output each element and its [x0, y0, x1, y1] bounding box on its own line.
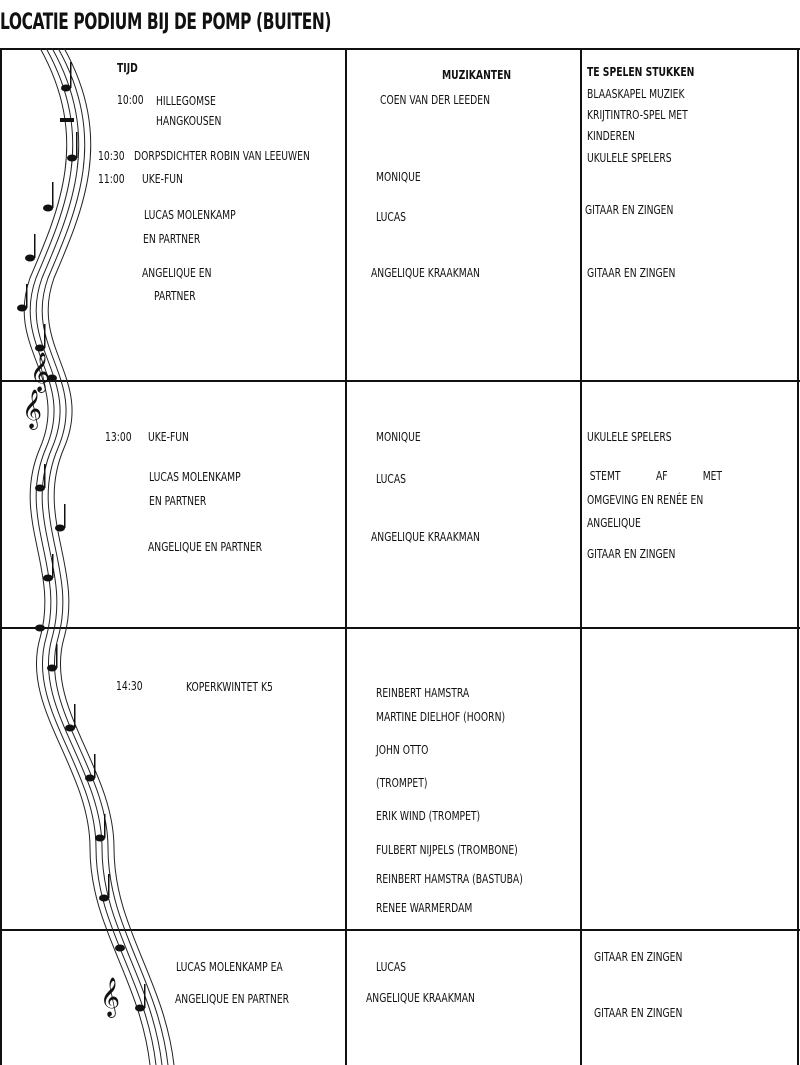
- musician-angelique-2: ANGELIQUE KRAAKMAN: [371, 529, 480, 544]
- musician-list-item: FULBERT NIJPELS (TROMBONE): [376, 842, 518, 857]
- header-muzikanten: MUZIKANTEN: [442, 67, 512, 82]
- musician-list-item: ERIK WIND (TROMPET): [376, 808, 481, 823]
- piece-gitaar-4: GITAAR EN ZINGEN: [594, 949, 683, 964]
- page-title: LOCATIE PODIUM BIJ DE POMP (BUITEN): [0, 10, 332, 35]
- svg-text:𝄞: 𝄞: [100, 977, 121, 1017]
- act-angelique: ANGELIQUE EN: [142, 265, 212, 280]
- piece-angelique: ANGELIQUE: [587, 515, 641, 530]
- act-angelique-2: ANGELIQUE EN PARTNER: [148, 539, 263, 554]
- piece-stemt: [587, 470, 724, 483]
- music-staff-illustration: [0, 48, 200, 1065]
- musician-list-item: RENEE WARMERDAM: [376, 900, 473, 915]
- column-divider-2: [580, 48, 582, 1065]
- piece-gitaar-2: GITAAR EN ZINGEN: [587, 265, 676, 280]
- piece-ukulele-2: UKULELE SPELERS: [587, 429, 672, 444]
- table-border-right: [797, 48, 799, 1065]
- musician-lucas-2: LUCAS: [376, 471, 406, 486]
- act-lucas-ea: LUCAS MOLENKAMP EA: [176, 959, 283, 974]
- act-angelique-partner: PARTNER: [154, 288, 196, 303]
- piece-stemt-word-2: AF: [656, 469, 668, 483]
- time-1300: 13:00: [105, 429, 132, 444]
- time-1100: 11:00: [98, 171, 125, 186]
- musician-list-item: REINBERT HAMSTRA (BASTUBA): [376, 871, 523, 886]
- act-angelique-3: ANGELIQUE EN PARTNER: [175, 991, 290, 1006]
- musician-coen: COEN VAN DER LEEDEN: [380, 92, 491, 107]
- act-koperkwintet: KOPERKWINTET K5: [186, 679, 273, 694]
- musician-list-item: JOHN OTTO: [376, 742, 429, 757]
- act-lucas-2: LUCAS MOLENKAMP: [149, 469, 241, 484]
- musician-list-item: REINBERT HAMSTRA: [376, 685, 470, 700]
- time-1000: 10:00: [117, 92, 144, 107]
- svg-text:𝄞: 𝄞: [22, 389, 43, 429]
- svg-text:𝄞: 𝄞: [30, 352, 51, 392]
- header-stukken: TE SPELEN STUKKEN: [587, 64, 695, 79]
- musician-lucas-3: LUCAS: [376, 959, 406, 974]
- piece-gitaar-1: GITAAR EN ZINGEN: [585, 202, 674, 217]
- act-lucas-partner-2: EN PARTNER: [149, 493, 207, 508]
- act-hillegomse: HILLEGOMSE: [156, 93, 216, 108]
- piece-blaaskapel: BLAASKAPEL MUZIEK: [587, 86, 685, 101]
- piece-kinderen: KINDEREN: [587, 128, 635, 143]
- piece-krijtintro: KRIJTINTRO-SPEL MET: [587, 107, 688, 122]
- column-divider-1: [345, 48, 347, 1065]
- piece-ukulele: UKULELE SPELERS: [587, 150, 672, 165]
- musician-monique: MONIQUE: [376, 169, 421, 184]
- time-1030: 10:30: [98, 148, 125, 163]
- piece-gitaar-3: GITAAR EN ZINGEN: [587, 546, 676, 561]
- musician-angelique-3: ANGELIQUE KRAAKMAN: [366, 990, 475, 1005]
- act-dorpsdichter: DORPSDICHTER ROBIN VAN LEEUWEN: [134, 148, 310, 163]
- time-1430: 14:30: [116, 678, 143, 693]
- piece-stemt-word-1: STEMT: [589, 469, 621, 483]
- musician-monique-2: MONIQUE: [376, 429, 421, 444]
- piece-omgeving: OMGEVING EN RENÉE EN: [587, 492, 704, 507]
- piece-stemt-word-3: MET: [702, 469, 723, 483]
- musician-angelique: ANGELIQUE KRAAKMAN: [371, 265, 480, 280]
- header-tijd: TIJD: [117, 60, 138, 75]
- act-lucas: LUCAS MOLENKAMP: [144, 207, 236, 222]
- act-lucas-partner: EN PARTNER: [143, 231, 201, 246]
- treble-clef-icon: [22, 352, 120, 1018]
- act-uke-fun-2: UKE-FUN: [148, 429, 189, 444]
- piece-gitaar-5: GITAAR EN ZINGEN: [594, 1005, 683, 1020]
- musician-list-item: (TROMPET): [376, 775, 428, 790]
- act-uke-fun: UKE-FUN: [142, 171, 183, 186]
- act-hangkousen: HANGKOUSEN: [156, 113, 222, 128]
- musician-list-item: MARTINE DIELHOF (HOORN): [376, 709, 506, 724]
- musician-lucas: LUCAS: [376, 209, 406, 224]
